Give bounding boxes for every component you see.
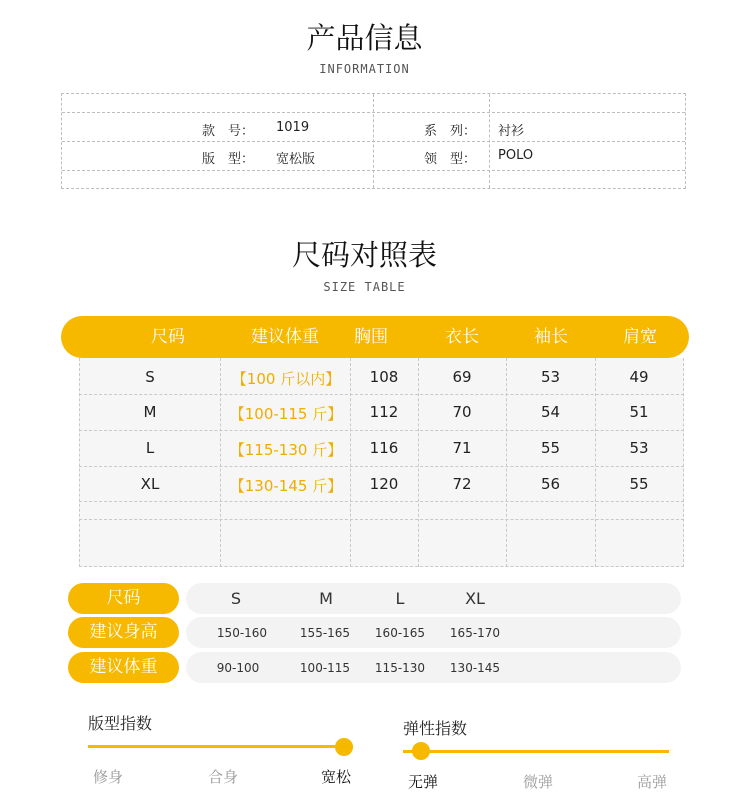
table-row-divider bbox=[79, 519, 684, 520]
recommend-weight-value: 115-130 bbox=[374, 661, 426, 675]
table-cell-weight: 【115-130 斤】 bbox=[229, 441, 343, 459]
fit-index-knob bbox=[335, 738, 353, 756]
recommend-weight-value: 130-145 bbox=[449, 661, 501, 675]
recommend-size-value: S bbox=[230, 589, 242, 608]
elastic-option: 微弹 bbox=[522, 773, 553, 791]
recommend-height-value: 165-170 bbox=[449, 626, 501, 640]
fit-option-selected: 宽松 bbox=[320, 768, 351, 786]
style-number-label: 款 号： bbox=[202, 124, 255, 139]
table-cell-length: 72 bbox=[452, 475, 472, 493]
table-col-divider bbox=[418, 358, 419, 567]
product-info-table bbox=[61, 93, 686, 189]
table-cell-size: XL bbox=[140, 475, 160, 493]
table-col-divider bbox=[595, 358, 596, 567]
style-number-value: 1019 bbox=[276, 120, 310, 135]
table-cell-sleeve: 54 bbox=[540, 403, 561, 421]
recommend-height-label: 建议身高 bbox=[68, 617, 179, 648]
recommend-weight-label: 建议体重 bbox=[68, 652, 179, 683]
fit-type-label: 版 型： bbox=[202, 152, 255, 167]
table-cell-chest: 108 bbox=[369, 368, 399, 386]
recommend-height-value: 160-165 bbox=[374, 626, 426, 640]
table-col-divider bbox=[350, 358, 351, 567]
table-row-divider bbox=[79, 466, 684, 467]
fit-index-track bbox=[88, 745, 353, 748]
table-cell-shoulder: 53 bbox=[629, 439, 649, 457]
table-cell-length: 70 bbox=[452, 403, 472, 421]
series-label: 系 列： bbox=[424, 124, 477, 139]
recommend-height-bar bbox=[186, 617, 681, 648]
table-row-divider bbox=[79, 430, 684, 431]
product-info-subtitle: INFORMATION bbox=[319, 62, 410, 76]
fit-type-value: 宽松版 bbox=[276, 152, 316, 167]
table-row-divider bbox=[79, 501, 684, 502]
table-col-divider bbox=[220, 358, 221, 567]
header-size: 尺码 bbox=[151, 327, 185, 347]
recommend-weight-bar bbox=[186, 652, 681, 683]
elastic-option: 高弹 bbox=[636, 773, 667, 791]
recommend-size-value: L bbox=[395, 589, 405, 608]
header-length: 衣长 bbox=[445, 327, 479, 347]
table-cell-size: S bbox=[145, 368, 155, 386]
table-cell-sleeve: 56 bbox=[540, 475, 561, 493]
table-cell-chest: 120 bbox=[369, 475, 399, 493]
header-shoulder: 肩宽 bbox=[623, 327, 657, 347]
table-col-divider bbox=[79, 358, 80, 567]
table-row-divider bbox=[79, 394, 684, 395]
elastic-index-knob bbox=[412, 742, 430, 760]
header-sleeve: 袖长 bbox=[534, 327, 568, 347]
table-col-divider bbox=[506, 358, 507, 567]
table-cell-chest: 112 bbox=[369, 403, 399, 421]
table-cell-sleeve: 53 bbox=[540, 368, 561, 386]
fit-index-label: 版型指数 bbox=[88, 714, 153, 733]
table-cell-length: 69 bbox=[452, 368, 472, 386]
table-cell-size: L bbox=[145, 439, 155, 457]
info-col-divider bbox=[489, 94, 490, 188]
recommend-height-value: 155-165 bbox=[299, 626, 351, 640]
info-col-divider bbox=[373, 94, 374, 188]
elastic-index-track bbox=[403, 750, 669, 753]
elastic-index-label: 弹性指数 bbox=[403, 719, 468, 738]
table-col-divider bbox=[683, 358, 684, 567]
fit-option: 合身 bbox=[207, 768, 238, 786]
recommend-size-value: M bbox=[319, 589, 333, 608]
recommend-height-value: 150-160 bbox=[216, 626, 268, 640]
table-cell-shoulder: 55 bbox=[629, 475, 649, 493]
recommend-weight-value: 100-115 bbox=[299, 661, 351, 675]
table-cell-shoulder: 51 bbox=[629, 403, 649, 421]
table-cell-weight: 【100 斤以内】 bbox=[231, 370, 341, 388]
collar-label: 领 型： bbox=[424, 152, 477, 167]
table-cell-chest: 116 bbox=[369, 439, 399, 457]
elastic-option-selected: 无弹 bbox=[407, 773, 438, 791]
recommend-size-label: 尺码 bbox=[68, 583, 179, 614]
size-table-body bbox=[79, 358, 684, 567]
table-cell-length: 71 bbox=[452, 439, 472, 457]
table-cell-sleeve: 55 bbox=[540, 439, 561, 457]
size-table-title: 尺码对照表 bbox=[291, 238, 437, 272]
table-cell-weight: 【130-145 斤】 bbox=[229, 477, 343, 495]
header-weight: 建议体重 bbox=[251, 327, 319, 347]
collar-value: POLO bbox=[498, 148, 534, 163]
table-row-divider bbox=[79, 566, 684, 567]
recommend-size-bar bbox=[186, 583, 681, 614]
fit-option: 修身 bbox=[92, 768, 123, 786]
table-cell-weight: 【100-115 斤】 bbox=[229, 405, 343, 423]
header-chest: 胸围 bbox=[354, 327, 388, 347]
table-cell-shoulder: 49 bbox=[629, 368, 649, 386]
recommend-size-value: XL bbox=[465, 589, 485, 608]
size-table-header bbox=[61, 316, 689, 358]
size-table-subtitle: SIZE TABLE bbox=[323, 280, 406, 294]
table-cell-size: M bbox=[143, 403, 157, 421]
recommend-weight-value: 90-100 bbox=[216, 661, 260, 675]
product-info-title: 产品信息 bbox=[306, 21, 423, 55]
series-value: 衬衫 bbox=[498, 124, 525, 139]
